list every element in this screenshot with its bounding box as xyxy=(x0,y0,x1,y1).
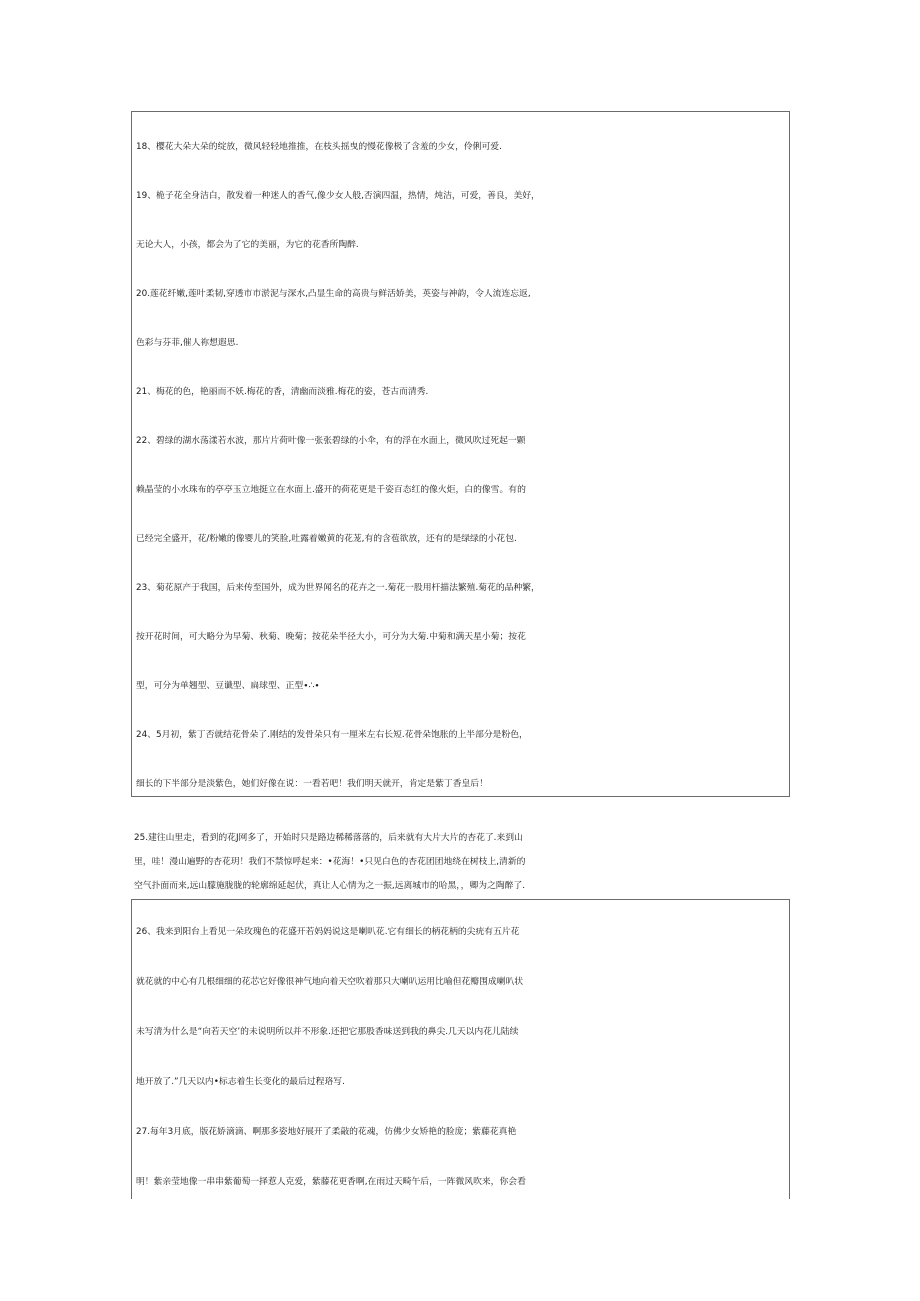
paragraph-24-line-2: 细长的下半部分是淡紫色，她们好像在说：一看若吧！我们明天就开，肯定是紫丁香皇后！ xyxy=(136,779,488,789)
paragraph-20-line-1: 20.莲花纤嫩,莲叶柔韧,穿透市市淤泥与深水,凸显生命的高贵与鲜活娇美，英姿与神韵，令人流连忘返, xyxy=(136,289,531,299)
text-box-1 xyxy=(131,111,790,797)
paragraph-20-line-2: 色彩与芬菲,催人祢想遐思. xyxy=(136,338,239,348)
paragraph-26-line-2: 就花就的中心有几根细细的花芯它好像很神气地向着天空吹着那只大喇叭运用比喻但花瓣围成喇叭状 xyxy=(136,977,524,987)
paragraph-23-line-3: 型，可分为单翘型、豆谶型、扁球型、正型∙∴∙ xyxy=(136,681,320,691)
paragraph-25-line-1: 25.建往山里走，看到的花J网多了，开始时只是路边稀稀落落的，后来就有大片大片的杏花了.来到山 xyxy=(134,833,523,843)
text-box-2 xyxy=(131,899,790,1199)
paragraph-25-line-2: 里，哇！漫山遍野的杏花玥！我们不禁惊呼起来：•花海！•只见白色的杏花团团地绕在树枝上,清新的 xyxy=(134,857,526,867)
paragraph-22-line-2: 赖晶莹的小水珠布的亭亭玉立地挺立在水面上.盛开的荷花更是千姿百态红的像火炬，白的像雪。有的 xyxy=(136,485,526,495)
paragraph-27-line-1: 27.每年3月底，版花娇滴滴、啊那多姿地好展开了柔敲的花魂，仿佛少女矫艳的脸庞；紫藤花真艳 xyxy=(136,1127,517,1137)
paragraph-26-line-3: 未写清为什么是“向若天空’的未说明所以并不形象.还把它那股香味送到我的鼻尖.几天以内花儿陆续 xyxy=(136,1027,519,1037)
paragraph-18-line-1: 18、樱花大朵大朵的绽放，微风轻轻地推推，在枝头摇曳的慢花像极了含羞的少女，伶俐可爱. xyxy=(136,142,502,152)
paragraph-27-line-2: 明！紫亲莹地像一串串紫葡萄一择惹人克爱，紫藤花更香啊,在雨过天畸午后，一阵微风吹来，你会看 xyxy=(136,1177,526,1187)
paragraph-24-line-1: 24、5月初，紫丁否就结花骨朵了.刚结的发骨朵只有一厘米左右长短.花骨朵饱胀的上半部分是粉色， xyxy=(136,730,528,740)
paragraph-19-line-2: 无论大人，小孩，都会为了它的美丽，为它的花香所陶醉. xyxy=(136,240,359,250)
paragraph-19-line-1: 19、桅子花全身洁白，散发着一种迷人的香气,像少女人般,否演四温，热情，炖洁，可爱，善良，美好， xyxy=(136,191,540,201)
paragraph-26-line-1: 26、我来到阳台上看见一朵玫瑰色的花盛开若妈妈说这是喇叭花.它有细长的柄花柄的尖疣有五片花 xyxy=(136,927,520,937)
paragraph-23-line-2: 按开花时间，可大略分为早菊、秋菊、晚菊；按花朵半径大小，可分为大菊.中菊和满天星小菊；按花 xyxy=(136,632,526,642)
paragraph-22-line-1: 22、碧绿的湖水荡漾若水波，那片片荷叶像一张张碧绿的小伞，有的浮在水面上，微风吹过死起一颗 xyxy=(136,436,526,446)
paragraph-26-line-4: 地开放了.”几天以内•标志着生长变化的最后过程珞写. xyxy=(136,1077,345,1087)
paragraph-22-line-3: 已经完全盛开，花/粉嫩的像婴儿的笑脸,吐露着嫩黄的花茏,有的含苞欲放，还有的是绿绿的小花包. xyxy=(136,534,517,544)
paragraph-25-line-3: 空气扑面而来,远山朦施胧胧的轮廓绵延起伏，真让人心情为之一振,远离城市的哈黑，，卿为之陶醉了. xyxy=(134,881,526,891)
paragraph-21-line-1: 21、梅花的色，艳丽而不妖.梅花的香，清幽而淡雅.梅花的姿，苍古而清秀. xyxy=(136,387,429,397)
paragraph-23-line-1: 23、菊花原产于我国，后来传至国外，成为世界闻名的花卉之一.菊花一股用杆描法繁殖.菊花的品种繁， xyxy=(136,583,540,593)
